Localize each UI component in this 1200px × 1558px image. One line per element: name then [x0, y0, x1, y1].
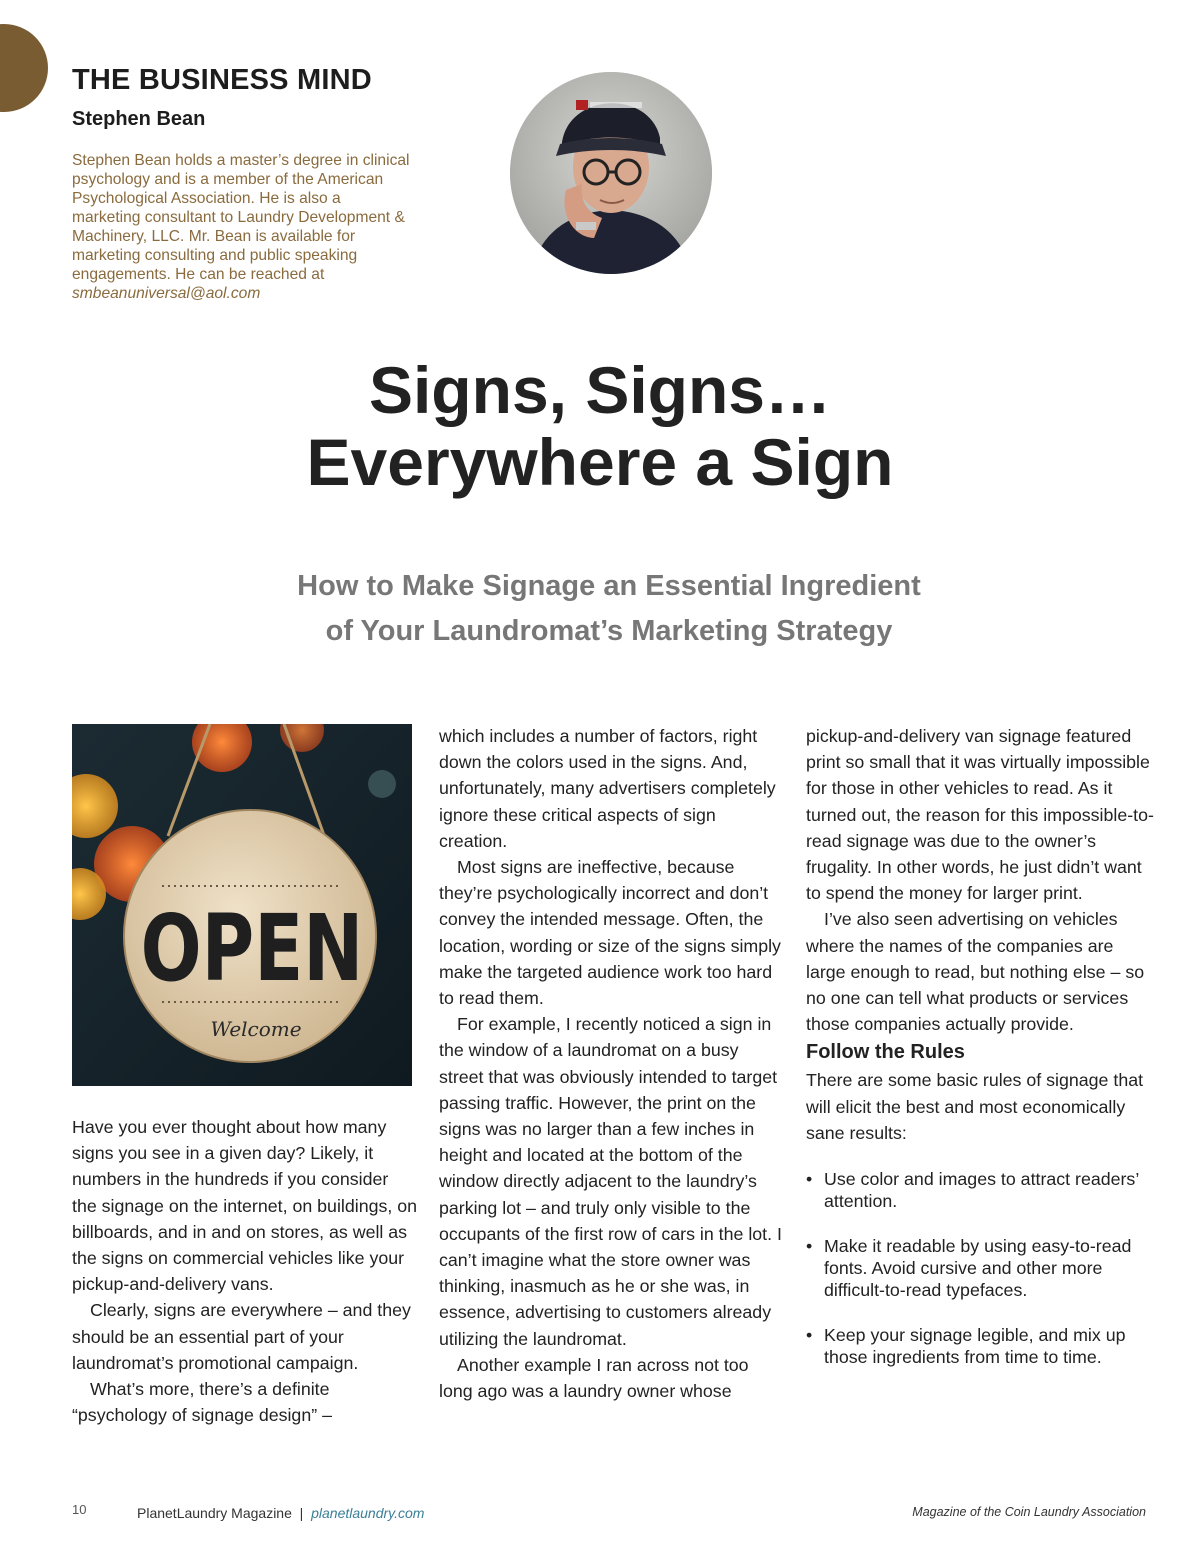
rules-heading: Follow the Rules: [806, 1041, 965, 1064]
col1-paragraph-2: Clearly, signs are everywhere – and they should be an essential part of your laundromat’s promotional campaign.: [72, 1300, 411, 1373]
footer-magazine: [137, 1505, 424, 1521]
footer-separator: |: [299, 1505, 304, 1521]
rules-list-item-text: Make it readable by using easy-to-read fonts. Avoid cursive and other more difficult-to-read typefaces.: [824, 1236, 1132, 1301]
bullet-icon: •: [806, 1169, 813, 1190]
open-sign-illustration: [72, 724, 412, 1086]
author-portrait-illustration: [510, 72, 712, 274]
bullet-icon: •: [806, 1236, 813, 1257]
footer-website-link[interactable]: planetlaundry.com: [311, 1505, 425, 1521]
col2-paragraph-4: Another example I ran across not too long ago was a laundry owner whose: [439, 1354, 749, 1402]
subheadline-line-2: of Your Laundromat’s Marketing Strategy: [325, 615, 893, 647]
article-column-1: [72, 1114, 417, 1428]
article-column-2: [439, 723, 787, 1404]
rules-list-item-text: Keep your signage legible, and mix up those ingredients from time to time.: [824, 1325, 1126, 1368]
footer-magazine-name: PlanetLaundry Magazine: [137, 1505, 292, 1521]
col2-paragraph-3: For example, I recently noticed a sign in the window of a laundromat on a busy street that was obviously intended to target passing traffic. However, the print on the signs was no larger than a few inches in height and located at the bottom of the window directly adjacent to the laundry’s parking lot – and truly only visible to the occupants of the first row of cars in the lot. I can’t imagine what the store owner was thinking, inasmuch as he or she was, in essence, advertising to customers already utilizing the laundromat.: [439, 1014, 782, 1349]
author-bio-text: Stephen Bean holds a master’s degree in clinical psychology and is a member of the American Psychological Association. He is also a marketing consultant to Laundry Development & Machinery, LLC. Mr. Bean is available for marketing consulting and public speaking engagements. He can be reached at: [72, 152, 410, 283]
col3-paragraph-1: pickup-and-delivery van signage featured print so small that it was virtually impossible for those in other vehicles to read. As it turned out, the reason for this impossible-to-read signage was due to the owner’s frugality. In other words, he just didn’t want to spend the money for larger print.: [806, 726, 1154, 904]
author-bio: [72, 151, 412, 303]
headline-line-1: Signs, Signs…: [368, 353, 832, 427]
page-number: 10: [72, 1502, 87, 1517]
sign-open-text: OPEN: [140, 895, 364, 1003]
author-email[interactable]: smbeanuniversal@aol.com: [72, 285, 261, 302]
subheadline-line-1: How to Make Signage an Essential Ingredient: [297, 570, 921, 602]
author-photo: [510, 72, 712, 274]
rules-list-item: [806, 1324, 1154, 1368]
sign-welcome-text: Welcome: [210, 1017, 302, 1041]
open-sign-photo: [72, 724, 412, 1086]
col3-paragraph-2: I’ve also seen advertising on vehicles where the names of the companies are large enough to read, but nothing else – so no one can tell what products or services those companies actually provide.: [806, 909, 1145, 1035]
headline-line-2: Everywhere a Sign: [306, 425, 894, 499]
rules-list-item: [806, 1235, 1154, 1301]
col2-paragraph-1: which includes a number of factors, right down the colors used in the signs. And, unfortunately, many advertisers completely ignore these critical aspects of sign creation.: [439, 726, 776, 851]
footer-association: Magazine of the Coin Laundry Association: [912, 1505, 1146, 1519]
article-headline: [0, 354, 1200, 498]
rules-list: [806, 1168, 1154, 1368]
col1-paragraph-3: What’s more, there’s a definite “psychology of signage design” –: [72, 1379, 332, 1426]
bullet-icon: •: [806, 1325, 813, 1346]
corner-accent-tab: [0, 24, 48, 112]
rules-list-item: [806, 1168, 1154, 1212]
col1-paragraph-1: Have you ever thought about how many signs you see in a given day? Likely, it numbers in the hundreds if you consider the signage on the internet, on buildings, on billboards, and in and on stores, as well as the signs on commercial vehicles like your pickup-and-delivery vans.: [72, 1117, 418, 1295]
article-subheadline: [0, 564, 1200, 654]
article-column-3: [806, 723, 1154, 1391]
author-name: Stephen Bean: [72, 108, 206, 130]
section-title: THE BUSINESS MIND: [72, 64, 372, 96]
rules-intro: There are some basic rules of signage that will elicit the best and most economically sane results:: [806, 1070, 1144, 1143]
col2-paragraph-2: Most signs are ineffective, because they’re psychologically incorrect and don’t convey the intended message. Often, the location, wording or size of the signs simply make the targeted audience work too hard to read them.: [439, 857, 781, 1009]
rules-list-item-text: Use color and images to attract readers’ attention.: [824, 1169, 1139, 1212]
